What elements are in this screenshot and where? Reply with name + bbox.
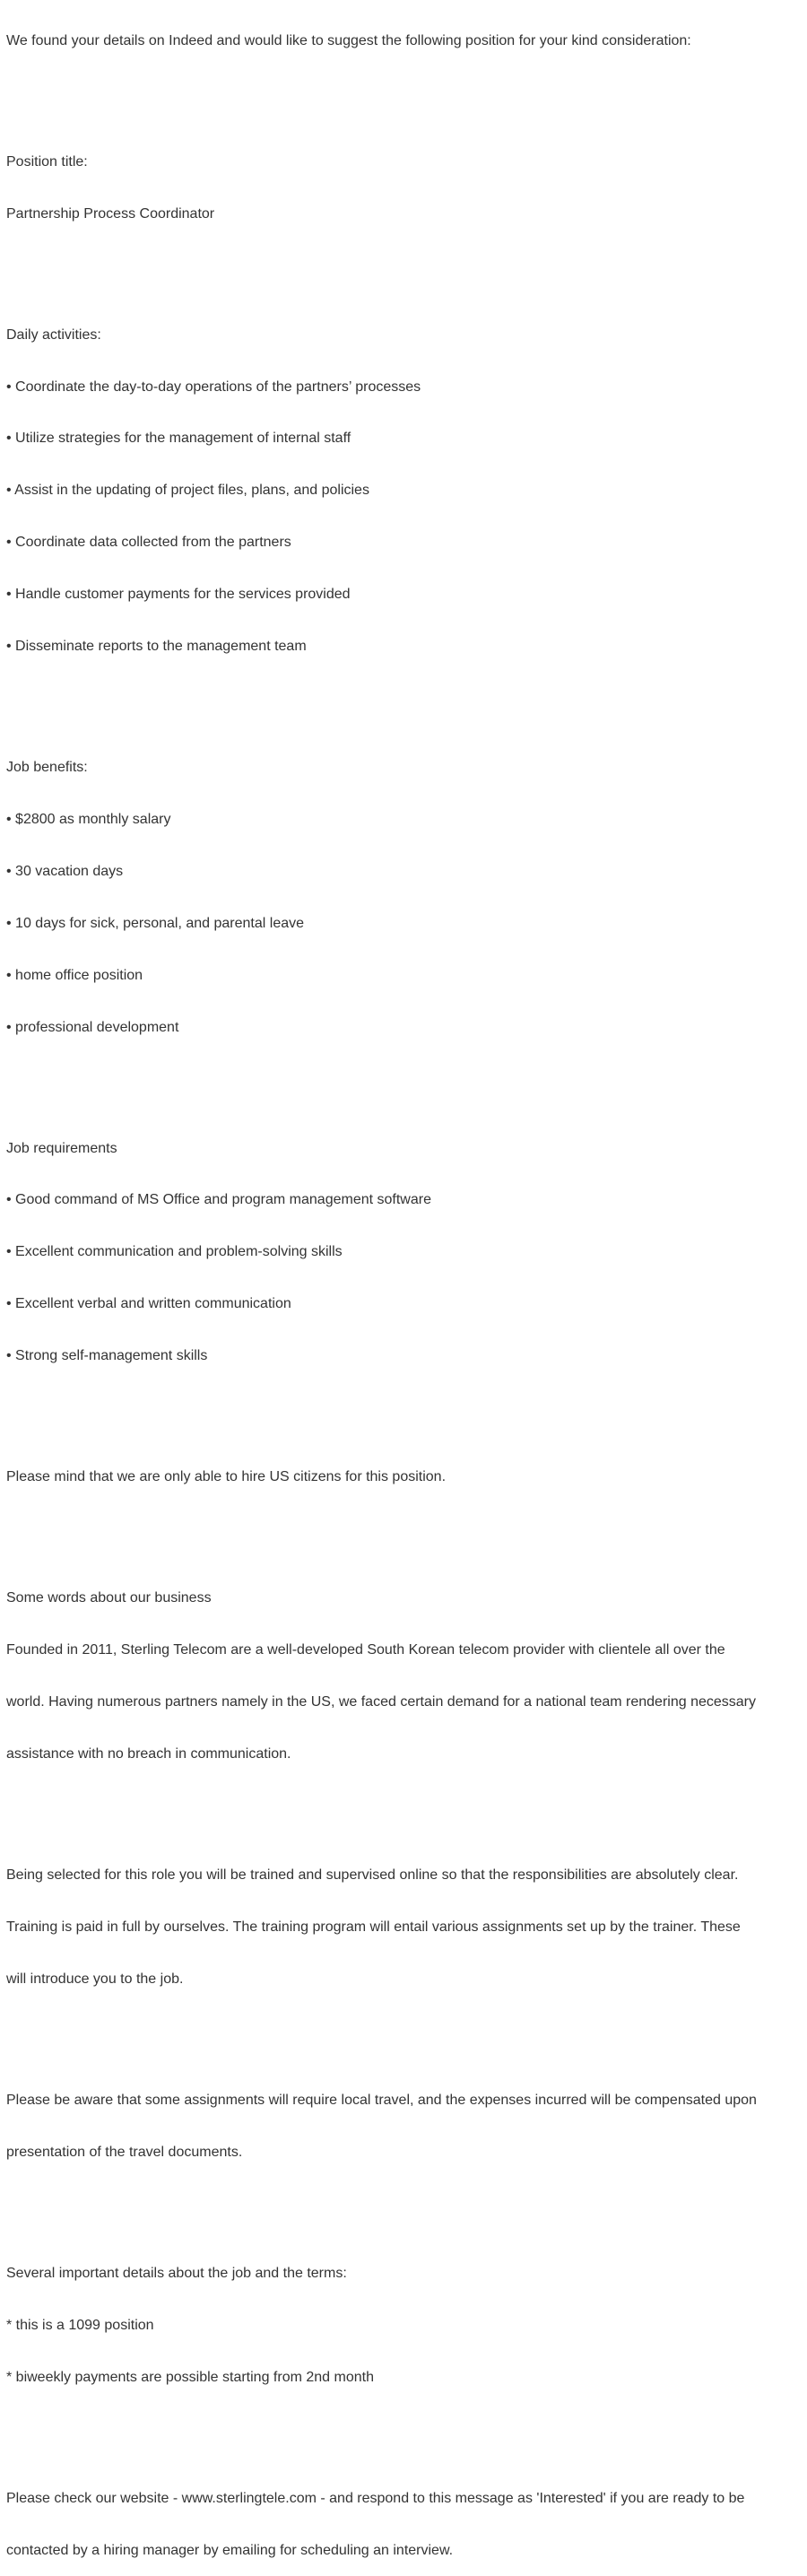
spacer (6, 1797, 803, 1815)
spacer (6, 690, 803, 707)
travel-paragraph-line: Please be aware that some assignments will require local travel, and the expenses incurred will be compensated upon (6, 2092, 757, 2108)
spacer (6, 1070, 803, 1087)
spacer (6, 2196, 803, 2213)
email-body (6, 0, 803, 2576)
spacer (6, 2421, 803, 2438)
requirements-heading: Job requirements (6, 1140, 117, 1156)
position-label: Position title: (6, 153, 88, 170)
requirement-item: • Excellent verbal and written communication (6, 1296, 291, 1312)
benefit-item: • home office position (6, 967, 143, 983)
activity-item: • Coordinate the day-to-day operations of the partners’ processes (6, 379, 421, 395)
activities-heading: Daily activities: (6, 326, 101, 343)
terms-item: * biweekly payments are possible starting from 2nd month (6, 2369, 374, 2385)
intro-text: We found your details on Indeed and would like to suggest the following position for your kind consideration: (6, 32, 691, 48)
travel-paragraph-line: presentation of the travel documents. (6, 2144, 243, 2160)
position-title: Partnership Process Coordinator (6, 205, 215, 222)
activity-item: • Handle customer payments for the services provided (6, 587, 351, 603)
training-paragraph-line: will introduce you to the job. (6, 1971, 184, 1987)
closing-paragraph-line: Please check our website - www.sterlingtele.com - and respond to this message as 'Interested' if you are ready to be (6, 2490, 745, 2506)
requirement-item: • Excellent communication and problem-solving skills (6, 1244, 343, 1260)
spacer (6, 83, 803, 100)
benefits-heading: Job benefits: (6, 760, 88, 776)
terms-heading: Several important details about the job and the terms: (6, 2265, 347, 2281)
business-paragraph-line: assistance with no breach in communication. (6, 1745, 291, 1762)
citizenship-note: Please mind that we are only able to hire US citizens for this position. (6, 1469, 447, 1485)
spacer (6, 1399, 803, 1416)
business-paragraph-line: Founded in 2011, Sterling Telecom are a well-developed South Korean telecom provider with clientele all over the (6, 1642, 725, 1658)
activity-item: • Coordinate data collected from the partners (6, 535, 291, 551)
activity-item: • Utilize strategies for the management of internal staff (6, 431, 351, 447)
benefit-item: • $2800 as monthly salary (6, 811, 171, 827)
terms-item: * this is a 1099 position (6, 2317, 154, 2333)
training-paragraph-line: Training is paid in full by ourselves. The training program will entail various assignments set up by the trainer. These (6, 1919, 741, 1935)
business-heading: Some words about our business (6, 1590, 212, 1606)
benefit-item: • professional development (6, 1019, 179, 1035)
spacer (6, 1520, 803, 1537)
spacer (6, 257, 803, 274)
activity-item: • Assist in the updating of project files, plans, and policies (6, 483, 369, 499)
requirement-item: • Strong self-management skills (6, 1348, 208, 1364)
benefit-item: • 10 days for sick, personal, and parental leave (6, 915, 305, 931)
spacer (6, 2023, 803, 2040)
requirement-item: • Good command of MS Office and program management software (6, 1192, 431, 1208)
closing-paragraph-line: contacted by a hiring manager by emailing for scheduling an interview. (6, 2542, 454, 2558)
benefit-item: • 30 vacation days (6, 863, 124, 879)
business-paragraph-line: world. Having numerous partners namely in the US, we faced certain demand for a national team rendering necessary (6, 1694, 756, 1710)
activity-item: • Disseminate reports to the management team (6, 638, 307, 654)
training-paragraph-line: Being selected for this role you will be trained and supervised online so that the responsibilities are absolutely clear. (6, 1867, 739, 1884)
